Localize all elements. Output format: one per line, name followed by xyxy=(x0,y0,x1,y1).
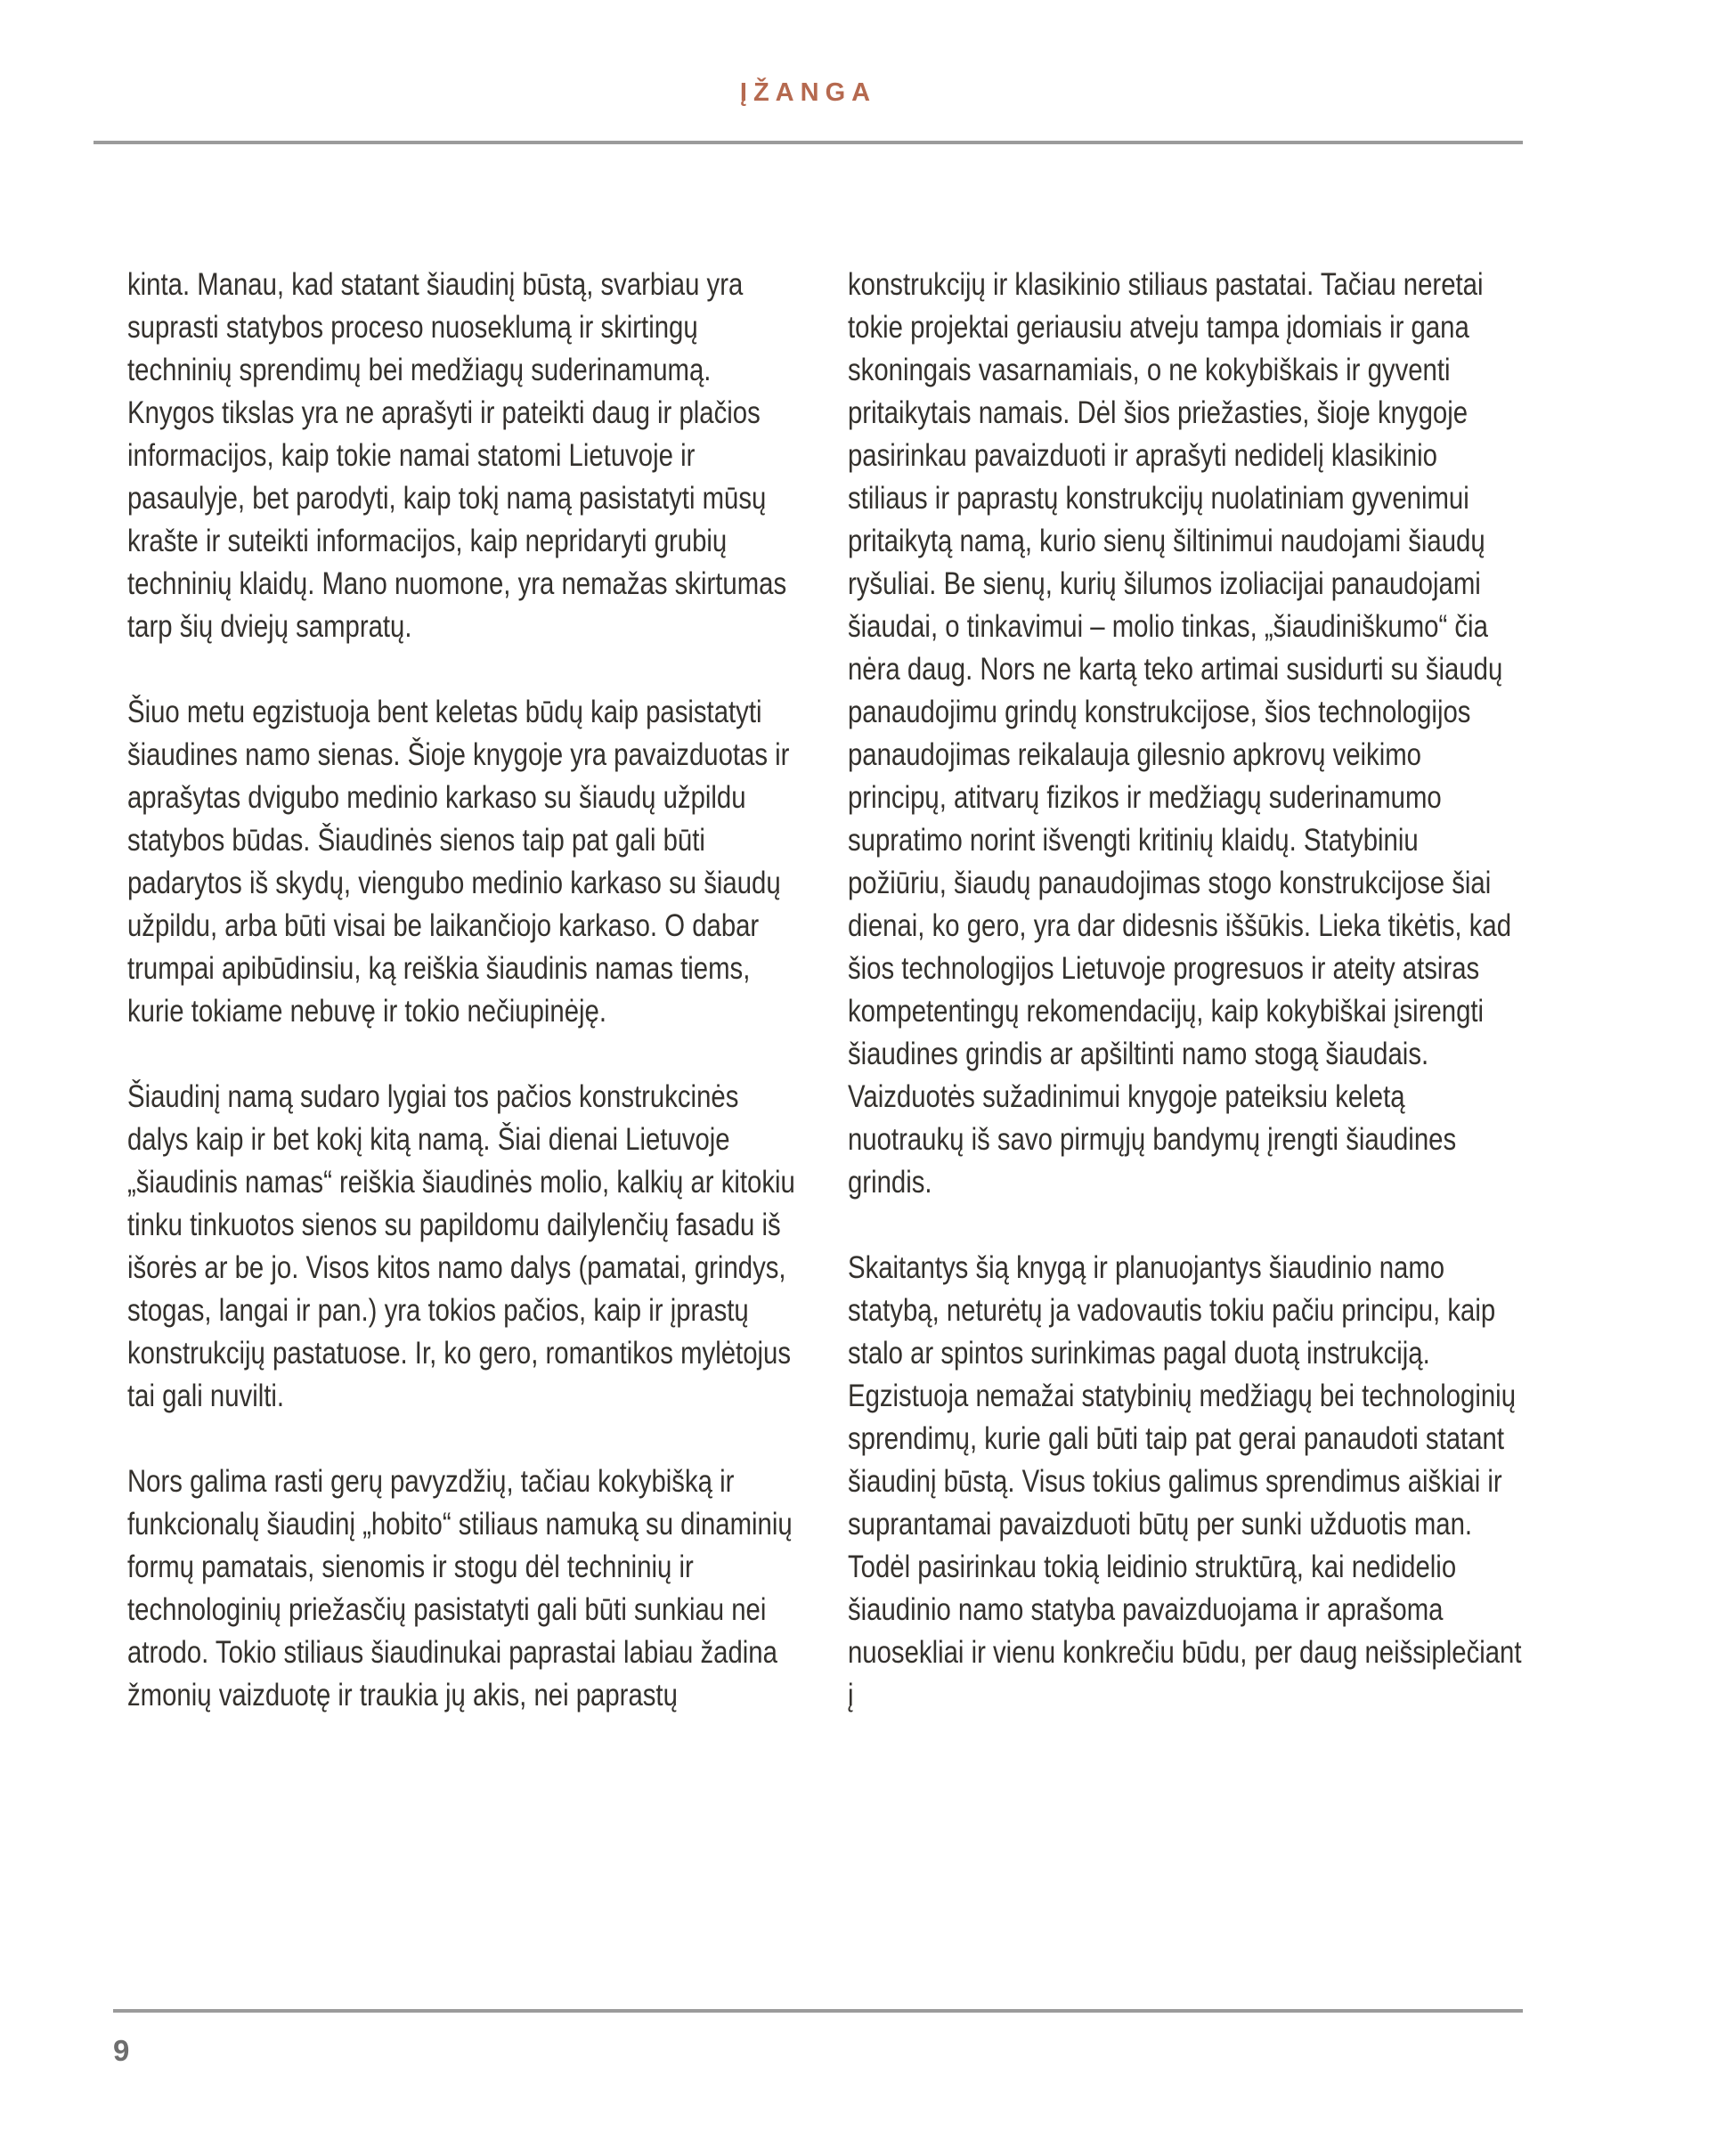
footer-rule xyxy=(113,2009,1523,2013)
body-paragraph: Skaitantys šią knygą ir planuojantys šiaudinio namo statybą, neturėtų ja vadovautis tokiu pačiu principu, kaip stalo ar spintos surinkimas pagal duotą instrukciją. Egzistuoja nemažai statybinių medžiagų bei technologinių sprendimų, kurie gali būti taip pat gerai panaudoti statant šiaudinį būstą. Visus tokius galimus sprendimus aiškiai ir suprantamai pavaizduoti būtų per sunki užduotis man. Todėl pasirinkau tokią leidinio struktūrą, kai nedidelio šiaudinio namo statyba pavaizduojama ir aprašoma nuosekliai ir vienu konkrečiu būdu, per daug neišsiplečiant į xyxy=(848,1250,1522,1713)
body-paragraph: konstrukcijų ir klasikinio stiliaus pastatai. Tačiau neretai tokie projektai geriausiu atveju tampa įdomiais ir gana skoningais vasarnamiais, o ne kokybiškais ir gyventi pritaikytais namais. Dėl šios priežasties, šioje knygoje pasirinkau pavaizduoti ir aprašyti nedidelį klasikinio stiliaus ir paprastų konstrukcijų nuolatiniam gyvenimui pritaikytą namą, kurio sienų šiltinimui naudojami šiaudų ryšuliai. Be sienų, kurių šilumos izoliacijai panaudojami šiaudai, o tinkavimui – molio tinkas, „šiaudiniškumo“ čia nėra daug. Nors ne kartą teko artimai susidurti su šiaudų panaudojimu grindų konstrukcijose, šios technologijos panaudojimas reikalauja gilesnio apkrovų veikimo principų, atitvarų fizikos ir medžiagų suderinamumo supratimo norint išvengti kritinių klaidų. Statybiniu požiūriu, šiaudų panaudojimas stogo konstrukcijose šiai dienai, ko gero, yra dar didesnis iššūkis. Lieka tikėtis, kad šios technologijos Lietuvoje progresuos ir ateity atsiras kompetentingų rekomendacijų, kaip kokybiškai įsirengti šiaudines grindis ar apšiltinti namo stogą šiaudais. Vaizduotės sužadinimui knygoje pateiksiu keletą nuotraukų iš savo pirmųjų bandymų įrengti šiaudines grindis. xyxy=(848,267,1512,1200)
body-paragraph: Šiuo metu egzistuoja bent keletas būdų kaip pasistatyti šiaudines namo sienas. Šioje knygoje yra pavaizduotas ir aprašytas dvigubo medinio karkaso su šiaudų užpildu statybos būdas. Šiaudinės sienos taip pat gali būti padarytos iš skydų, viengubo medinio karkaso su šiaudų užpildu, arba būti visai be laikančiojo karkaso. O dabar trumpai apibūdinsiu, ką reiškia šiaudinis namas tiems, kurie tokiame nebuvę ir tokio nečiupinėję. xyxy=(127,695,790,1029)
right-column xyxy=(848,264,1523,1760)
header-rule xyxy=(94,141,1523,144)
left-column xyxy=(127,264,802,1760)
body-paragraph: Šiaudinį namą sudaro lygiai tos pačios konstrukcinės dalys kaip ir bet kokį kitą namą. Šiai dienai Lietuvoje „šiaudinis namas“ reiškia šiaudinės molio, kalkių ar kitokiu tinku tinkuotos sienos su papildomu dailylenčių fasadu iš išorės ar be jo. Visos kitos namo dalys (pamatai, grindys, stogas, langai ir pan.) yra tokios pačios, kaip ir įprastų konstrukcijų pastatuose. Ir, ko gero, romantikos mylėtojus tai gali nuvilti. xyxy=(127,1079,795,1413)
page-number: 9 xyxy=(113,2034,130,2067)
page-title: ĮŽANGA xyxy=(739,78,877,107)
body-paragraph: Nors galima rasti gerų pavyzdžių, tačiau kokybišką ir funkcionalų šiaudinį „hobito“ stiliaus namuką su dinaminių formų pamatais, sienomis ir stogu dėl techninių ir technologinių priežasčių pasistatyti gali būti sunkiau nei atrodo. Tokio stiliaus šiaudinukai paprastai labiau žadina žmonių vaizduotę ir traukia jų akis, nei paprastų xyxy=(127,1464,793,1713)
body-paragraph: kinta. Manau, kad statant šiaudinį būstą, svarbiau yra suprasti statybos proceso nuoseklumą ir skirtingų techninių sprendimų bei medžiagų suderinamumą. Knygos tikslas yra ne aprašyti ir pateikti daug ir plačios informacijos, kaip tokie namai statomi Lietuvoje ir pasaulyje, bet parodyti, kaip tokį namą pasistatyti mūsų krašte ir suteikti informacijos, kaip nepridaryti grubių techninių klaidų. Mano nuomone, yra nemažas skirtumas tarp šių dviejų sampratų. xyxy=(127,267,787,644)
